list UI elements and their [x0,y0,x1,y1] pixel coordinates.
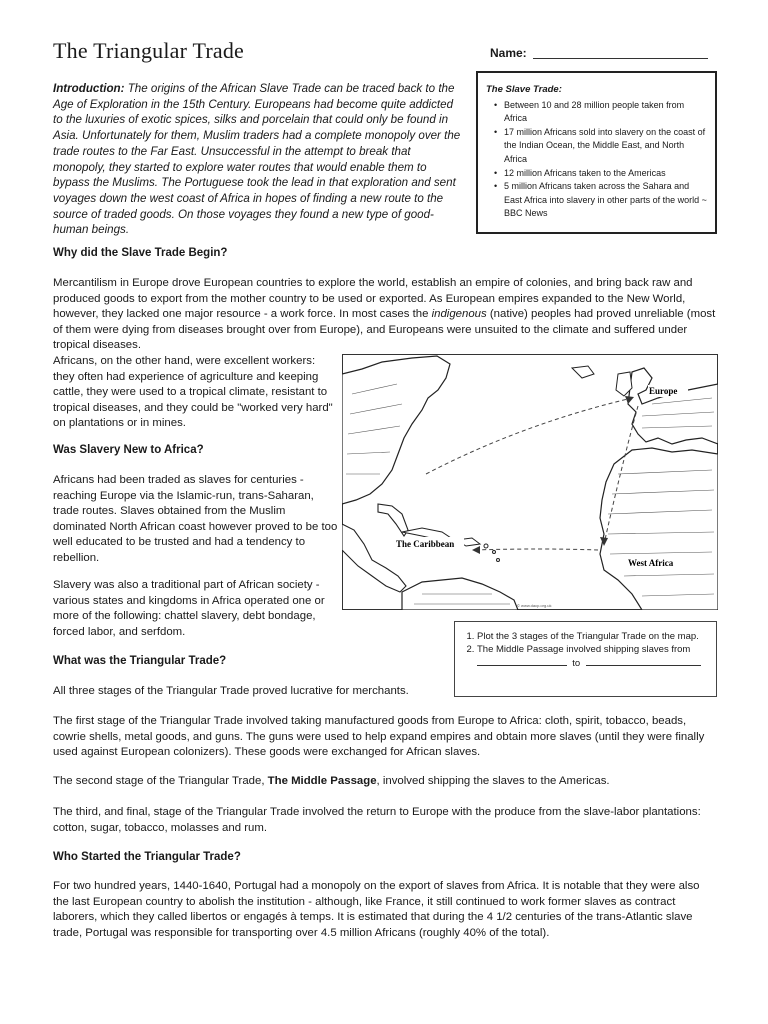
to-word: to [572,658,581,669]
fact-item: • 17 million Africans sold into slavery on the coast of the Indian Ocean, the Middle East, and North Africa [496,126,707,167]
name-label: Name: [490,46,527,60]
name-field[interactable] [533,58,708,59]
map-label-west-africa: West Africa [628,558,674,568]
heading-what-was: What was the Triangular Trade? [53,655,227,667]
answer-from-field[interactable] [477,656,567,666]
fact-item: • Between 10 and 28 million people taken from Africa [496,99,707,126]
map-credit: © www.dacp.org.uk [517,603,552,608]
triangular-trade-map[interactable] [342,354,718,610]
questions-list [463,630,708,670]
heading-why-begin: Why did the Slave Trade Begin? [53,247,228,259]
slave-trade-facts-box [476,71,717,234]
answer-to-field[interactable] [586,656,701,666]
facts-box-title: The Slave Trade: [486,84,562,95]
page-title: The Triangular Trade [53,38,244,63]
question-middle-passage [477,643,708,670]
mercantilism-text-a: Mercantilism in Europe drove European countries to explore the world, establish an empire of colonies, and bring back raw and produced goods to export from the mother country to be used or exported. As European empires expanded to the New World, however, they lacked one major resource - a work force. In most cases the [53,277,693,321]
intro-lead: Introduction: [53,82,125,95]
mercantilism-emphasis: indigenous [431,308,487,321]
second-stage-text-c: , involved shipping the slaves to the Americas. [376,775,610,787]
heading-who-started: Who Started the Triangular Trade? [53,851,241,863]
paragraph-lucrative: All three stages of the Triangular Trade proved lucrative for merchants. [53,685,409,697]
paragraph-africans-workers: Africans, on the other hand, were excellent workers: they often had experience of agriculture and keeping cattle, they were used to a tropical climate, resistant to tropical diseases, and they could be "worked very hard" on plantations or in mines. [53,355,333,430]
intro-text: The origins of the African Slave Trade can be traced back to the Age of Exploration in the 15th Century. Europeans had become quite addicted to the luxuries of exotic spices, silks and porcelain that could only be found in Asia. Unfortunately for them, Muslim traders had a complete monopoly over the trade routes to the Far East. Unsuccessful in the attempt to break that monopoly, they started to explore water routes that would enable them to bypass the Muslims. The Portuguese took the lead in that exploration and sent voyages down the west coast of Africa in hopes of finding a new route to the source of traded goods. On those voyages they found a new type of good- human beings. [53,82,461,237]
paragraph-first-stage: The first stage of the Triangular Trade involved taking manufactured goods from Europe to Africa: cloth, spirit, tobacco, beads, cowrie shells, metal goods, and guns. The guns were used to help expand empires and obtain more slaves (until they were finally used against European colonizers). These goods were exchanged for African slaves. [53,715,705,759]
fact-item: • 5 million Africans taken across the Sahara and East Africa into slavery in other parts of the world ~ BBC News [496,180,707,221]
paragraph-traditional-slavery: Slavery was also a traditional part of African society - various states and kingdoms in Africa operated one or more of the following: chattel slavery, debt bondage, forced labor, and serfdom. [53,579,325,638]
heading-slavery-new: Was Slavery New to Africa? [53,444,204,456]
middle-passage-term: The Middle Passage [267,775,377,787]
introduction-paragraph [53,81,463,238]
paragraph-third-stage: The third, and final, stage of the Triangular Trade involved the return to Europe with the produce from the slave-labor plantations: cotton, sugar, tobacco, molasses and rum. [53,806,701,834]
paragraph-trans-saharan: Africans had been traded as slaves for centuries - reaching Europe via the Islamic-run, trans-Saharan, trade routes. Slaves obtained from the Muslim dominated North African coast however proved to be too well educated to be trusted and had a tendency to rebellion. [53,474,338,564]
question-middle-passage-text: The Middle Passage involved shipping slaves from [477,644,691,655]
question-plot-stages: 1. Plot the 3 stages of the Triangular Trade on the map. [477,630,708,643]
paragraph-mercantilism [53,276,718,354]
fact-item: • 12 million Africans taken to the Americas [496,167,707,181]
paragraph-portugal-monopoly: For two hundred years, 1440-1640, Portugal had a monopoly on the export of slaves from Africa. It is notable that they were also the last European country to abolish the institution - although, like France, it still continued to work former slaves as contract laborers, which they called libertos or engagés à temps. It is estimated that during the 4 1/2 centuries of the trans-Atlantic slave trade, Portugal was responsible for transporting over 4.5 million Africans (roughly 40% of the total). [53,880,700,939]
second-stage-text-a: The second stage of the Triangular Trade, [53,775,268,787]
mercantilism-text-b: (native) peoples had proved unreliable (most of them were dying from diseases brought over from Europe), and Europeans were unsuited to the climate and suffered under tropical diseases. [53,308,716,352]
paragraph-second-stage [53,774,718,790]
map-label-europe: Europe [649,386,678,396]
facts-list [486,99,707,221]
map-label-caribbean: The Caribbean [396,539,455,549]
map-graphic [342,354,718,610]
map-questions-box [454,621,717,697]
